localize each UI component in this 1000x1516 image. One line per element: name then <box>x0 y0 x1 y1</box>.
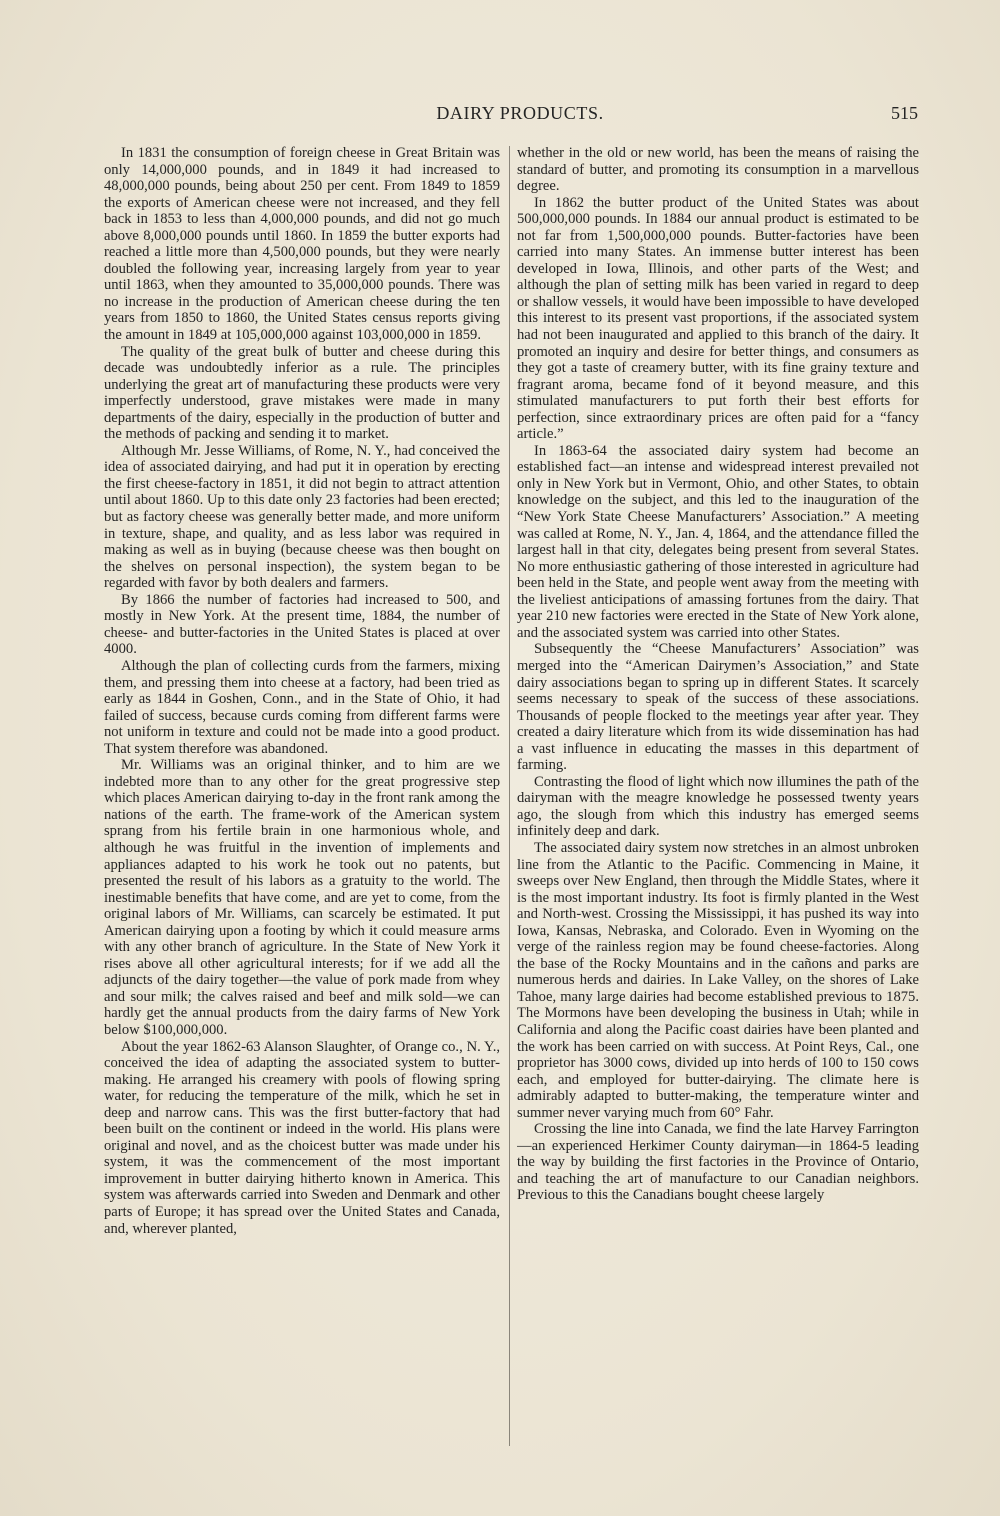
paragraph: In 1862 the butter product of the United States was about 500,000,000 pounds. In 1884 our annual product is estimated to be not far from 1,500,000,000 pounds. Butter-factories have been carried into many States. An immense butter interest has been developed in Iowa, Illinois, and other parts of the West; and although the plan of setting milk has been varied in regard to deep or shallow vessels, it would have been impossible to have developed this interest to its present vast proportions, if the associated system had not been inaugurated and applied to this branch of the dairy. It promoted an inquiry and desire for better things, and consumers as they got a taste of creamery butter, with its fine grainy texture and fragrant aroma, became fond of it beyond measure, and this stimulated manufacturers to put forth their best efforts for perfection, since extraordinary prices are often paid for a “fancy article.” <box>517 194 919 443</box>
paragraph: About the year 1862-63 Alanson Slaughter, of Orange co., N. Y., conceived the idea of adapting the associated system to butter-making. He arranged his creamery with pools of flowing spring water, for reducing the temperature of the milk, which he set in deep and narrow cans. This was the first butter-factory that had been built on the continent or indeed in the world. His plans were original and novel, and as the choicest butter was made under his system, it was the commencement of the most important improvement in butter dairying hitherto known in America. This system was afterwards carried into Sweden and Denmark and other parts of Europe; it has spread over the United States and Canada, and, wherever planted, <box>104 1038 500 1237</box>
paragraph: Mr. Williams was an original thinker, and to him are we indebted more than to any other for the great progressive step which places American dairying to-day in the front rank among the nations of the earth. The frame-work of the American system sprang from his fertile brain in one harmonious whole, and although he was fruitful in the invention of implements and appliances adapted to his work he took out no patents, but presented the result of his labors as a gratuity to the world. The inestimable benefits that have come, and are yet to come, from the original labors of Mr. Williams, can scarcely be estimated. It put American dairying upon a footing by which it could measure arms with any other branch of agriculture. In the State of New York it rises above all other agricultural interests; for if we add all the adjuncts of the dairy together—the value of pork made from whey and sour milk; the calves raised and beef and milk sold—we can hardly get the annual products from the dairy farms of New York below $100,000,000. <box>104 757 500 1038</box>
paragraph: Contrasting the flood of light which now illumines the path of the dairyman with the meagre knowledge he possessed twenty years ago, the slough from which this industry has emerged seems infinitely deep and dark. <box>517 773 919 840</box>
paragraph: The quality of the great bulk of butter and cheese during this decade was undoubtedly inferior as a rule. The principles underlying the great art of manufacturing these products were very imperfectly understood, grave mistakes were made in many departments of the dairy, especially in the production of butter and the methods of packing and sending it to market. <box>104 343 500 443</box>
page-number: 515 <box>891 103 918 123</box>
running-head <box>110 103 918 137</box>
left-column <box>104 145 500 1455</box>
column-divider <box>509 146 510 1446</box>
paragraph: By 1866 the number of factories had increased to 500, and mostly in New York. At the present time, 1884, the number of cheese- and butter-factories in the United States is placed at over 4000. <box>104 591 500 658</box>
paragraph: The associated dairy system now stretches in an almost unbroken line from the Atlantic to the Pacific. Commencing in Maine, it sweeps over New England, then through the Middle States, where it is the most important industry. Its foot is firmly planted in the West and North-west. Crossing the Mississippi, it has pushed its way into Iowa, Kansas, Nebraska, and Colorado. Even in Wyoming on the verge of the rainless region may be found cheese-factories. Along the base of the Rocky Mountains and in the cañons and parks are numerous herds and dairies. In Lake Valley, on the shores of Lake Tahoe, many large dairies had become established previous to 1875. The Mormons have been developing the business in Utah; while in California and along the Pacific coast dairies have been planted and the work has been carried on with success. At Point Reys, Cal., one proprietor has 3000 cows, divided up into herds of 100 to 150 cows each, and employed for butter-dairying. The climate here is admirably adapted to butter-making, the temperature winter and summer never varying much from 60° Fahr. <box>517 839 919 1121</box>
paragraph: Subsequently the “Cheese Manufacturers’ Association” was merged into the “American Dairymen’s Association,” and State dairy associations began to spring up in different States. It scarcely seems necessary to speak of the success of these associations. Thousands of people flocked to the meetings year after year. They created a dairy literature which from its wide dissemination has had a vast influence in educating the masses in this department of farming. <box>517 641 919 774</box>
paragraph-continued: whether in the old or new world, has been the means of raising the standard of butter, and promoting its consumption in a marvellous degree. <box>517 145 919 195</box>
right-column <box>517 145 919 1455</box>
paragraph: Although the plan of collecting curds from the farmers, mixing them, and pressing them into cheese at a factory, had been tried as early as 1844 in Goshen, Conn., and in the State of Ohio, it had failed of success, because curds coming from different farms were not uniform in texture and could not be made into a good product. That system therefore was abandoned. <box>104 657 500 757</box>
running-title: DAIRY PRODUCTS. <box>436 103 604 123</box>
paragraph: Crossing the line into Canada, we find the late Harvey Farrington—an experienced Herkimer County dairyman—in 1864-5 leading the way by building the first factories in the Province of Ontario, and teaching the art of manufacture to our Canadian neighbors. Previous to this the Canadians bought cheese largely <box>517 1121 919 1204</box>
paragraph: In 1863-64 the associated dairy system had become an established fact—an intense and widespread interest prevailed not only in New York but in Vermont, Ohio, and other States, to obtain knowledge on the subject, and this led to the inauguration of the “New York State Cheese Manufacturers’ Association.” A meeting was called at Rome, N. Y., Jan. 4, 1864, and the attendance filled the largest hall in that city, delegates being present from several States. No more enthusiastic gathering of those interested in agriculture had been held in the State, and people went away from the meeting with the liveliest anticipations of amassing fortunes from the dairy. That year 210 new factories were erected in the State of New York alone, and the associated system was carried into other States. <box>517 442 919 641</box>
paragraph: In 1831 the consumption of foreign cheese in Great Britain was only 14,000,000 pounds, and in 1849 it had increased to 48,000,000 pounds, being about 250 per cent. From 1849 to 1859 the exports of American cheese were not increased, and they fell back in 1853 to less than 4,000,000 pounds, and did not go much above 8,000,000 pounds until 1860. In 1859 the butter exports had reached a little more than 4,500,000 pounds, but they were nearly doubled the following year, increasing largely from year to year until 1863, when they amounted to 35,000,000 pounds. There was no increase in the production of American cheese during the ten years from 1850 to 1860, the United States census reports giving the amount in 1849 at 105,000,000 against 103,000,000 in 1859. <box>104 145 500 344</box>
paragraph: Although Mr. Jesse Williams, of Rome, N. Y., had conceived the idea of associated dairying, and had put it in operation by erecting the first cheese-factory in 1851, it did not begin to attract attention until about 1860. Up to this date only 23 factories had been erected; but as factory cheese was generally better made, and more uniform in texture, shape, and quality, and as less labor was required in making as well as in buying (because cheese was then bought on the shelves on personal inspection), the system began to be regarded with favor by both dealers and farmers. <box>104 442 500 592</box>
